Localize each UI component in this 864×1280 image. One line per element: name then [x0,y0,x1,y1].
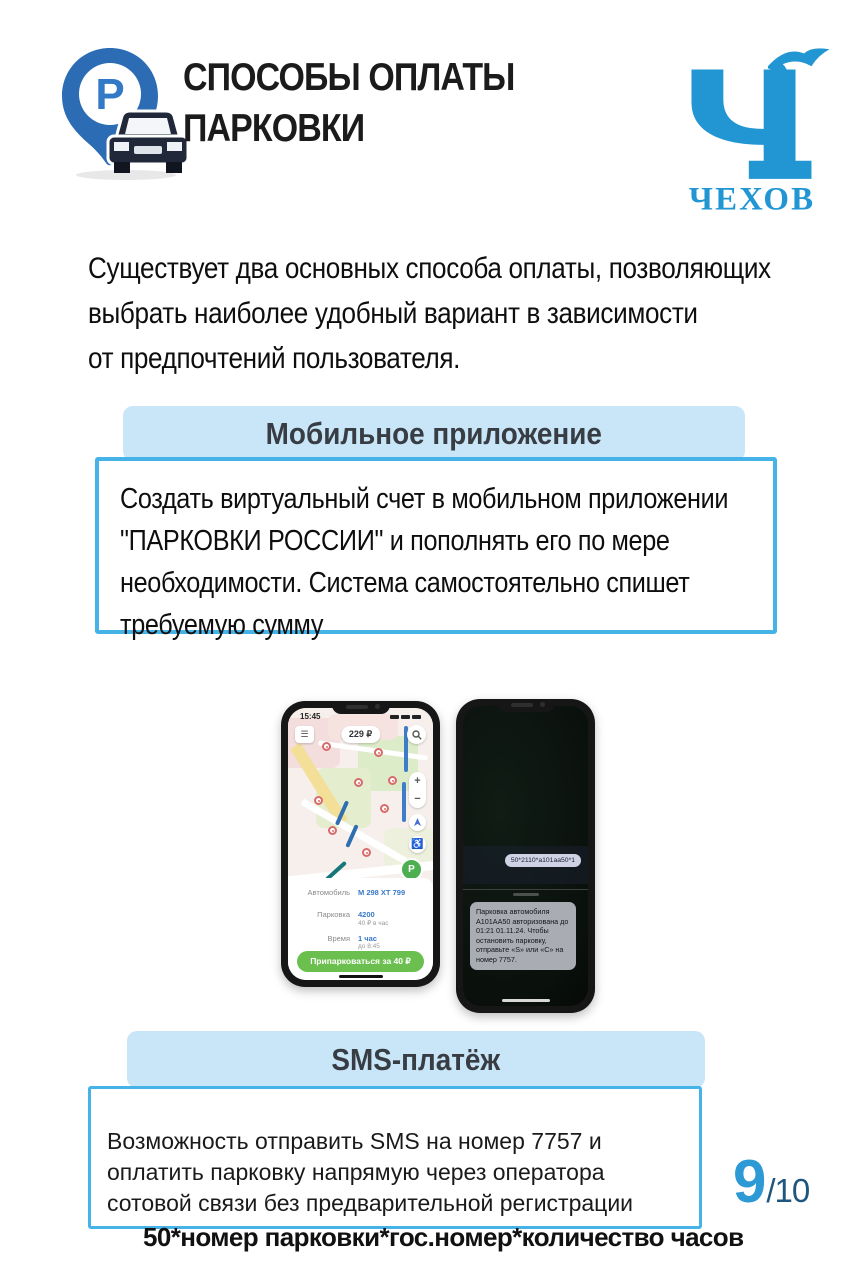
section-header-label: Мобильное приложение [265,415,603,451]
parking-marker [354,778,363,787]
parking-marker [374,748,383,757]
section-box-sms [88,1086,744,1252]
balance-amount: 229 ₽ [348,729,373,739]
park-button-label: Припарковаться за 40 ₽ [310,956,411,966]
parking-marker [328,826,337,835]
wheel-right [166,162,182,173]
zoom-in-icon: + [414,775,421,787]
parking-pin-car-icon [50,44,188,184]
row-value: М 298 ХТ 799 [358,888,406,897]
sms-sent-bubble [505,854,581,867]
page-title [183,52,603,154]
pin-letter: P [95,70,125,119]
page-number [733,1148,810,1215]
page-number-total: /10 [766,1172,810,1209]
sms-received-text: Парковка автомобиля А101АА50 авторизована до 01:21 01.11.24. Чтобы остановить парковку, отправьте «S» или «С» на номер 7757. [476,907,569,964]
title-line-2: ПАРКОВКИ [183,107,365,150]
row-label: Парковка [317,910,350,919]
location-letter: P [408,864,415,875]
sms-screen [463,706,588,1006]
sms-description: Возможность отправить SMS на номер 7757 и оплатить парковку напрямую через оператора сотовой связи без предварительной регистрации [107,1128,634,1216]
windshield [125,118,171,134]
balance-chip [341,726,380,743]
menu-button [295,726,314,743]
phone-app-screenshot [281,701,440,987]
parking-marker [322,742,331,751]
compass-button [409,814,426,831]
phone-notch [332,701,390,714]
park-button [297,951,424,972]
parking-marker [314,796,323,805]
phone-notch [497,699,555,712]
search-icon [412,730,422,740]
navigation-arrow-icon [413,818,422,827]
logo-letter-ch-shape [691,69,811,178]
headlight-right [167,142,182,151]
sms-separator [463,889,588,890]
wheel-left [114,162,130,173]
row-sub: до 8:45 [358,943,380,950]
row-label: Автомобиль [307,888,350,897]
app-screen [288,708,433,980]
map-paid-street [402,782,406,822]
home-indicator [502,999,550,1002]
parking-bottom-sheet [288,878,433,980]
sms-formula: 50*номер парковки*гос.номер*количество часов [143,1222,744,1252]
logo-wordmark: ЧЕХОВ [688,181,816,216]
sms-sent-text: 50*2110*а101аа50*1 [510,857,575,864]
zoom-controls [409,772,426,808]
home-indicator [339,975,383,978]
section-box-mobile-app [95,457,777,641]
parking-marker [380,804,389,813]
status-time: 15:45 [300,712,321,721]
chekhov-logo [672,44,832,216]
accessibility-icon: ♿ [411,839,424,850]
intro-line: от предпочтений пользователя. [88,342,461,375]
parking-marker [362,848,371,857]
row-sub: 40 ₽ в час [358,920,389,927]
intro-line: выбрать наиболее удобный вариант в зависимости [88,297,698,330]
section-header-mobile-app [123,406,745,461]
status-icons [390,715,421,719]
headlight-left [114,142,129,151]
page-number-current: 9 [733,1148,767,1215]
search-button [407,725,426,744]
section-header-label: SMS-платёж [331,1041,501,1077]
title-line-1: СПОСОБЫ ОПЛАТЫ [183,56,515,99]
parking-marker [388,776,397,785]
zoom-out-icon: − [414,793,421,805]
row-value: 1 час [358,934,377,943]
row-value: 4200 [358,910,375,919]
accessibility-button [409,836,426,853]
intro-paragraph [88,246,864,381]
intro-line: Существует два основных способа оплаты, позволяющих [88,252,771,285]
sms-received-bubble [470,902,576,970]
mobile-app-description: Создать виртуальный счет в мобильном приложении "ПАРКОВКИ РОССИИ" и пополнять его по мере необходимости. Система самостоятельно спишет требуемую сумму [120,483,729,641]
phone-sms-screenshot [456,699,595,1013]
section-header-sms [127,1031,705,1088]
row-label: Время [327,934,350,943]
license-plate [134,146,162,154]
menu-icon: ☰ [300,729,309,739]
